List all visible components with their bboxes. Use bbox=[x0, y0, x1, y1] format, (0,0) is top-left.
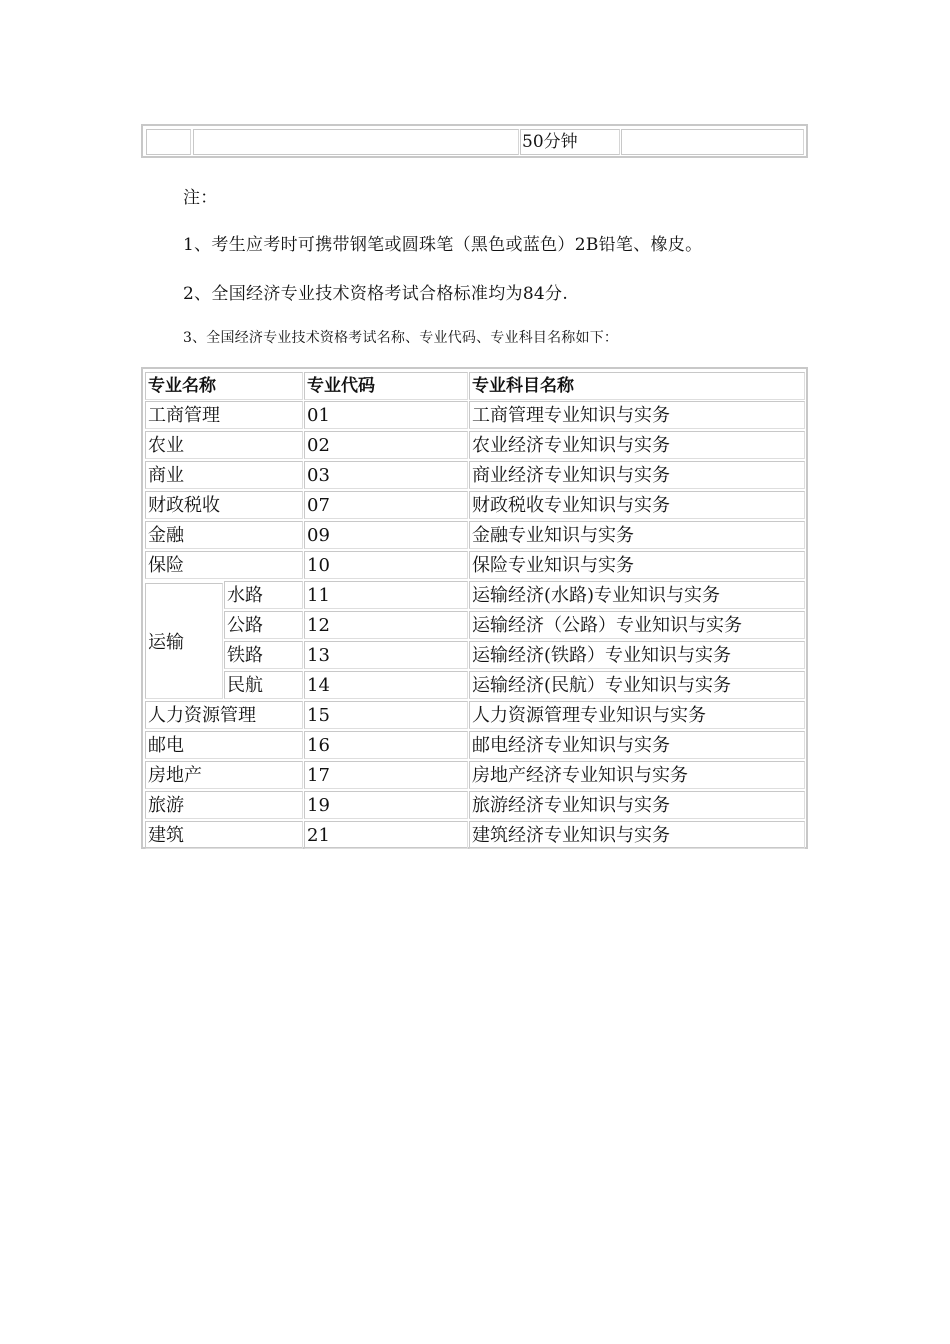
major-code: 13 bbox=[304, 641, 468, 669]
duration-cell: 50分钟 bbox=[520, 129, 620, 155]
major-name: 工商管理 bbox=[145, 401, 303, 429]
subject-name: 运输经济（公路）专业知识与实务 bbox=[469, 611, 805, 639]
empty-cell bbox=[193, 129, 519, 155]
subject-name: 保险专业知识与实务 bbox=[469, 551, 805, 579]
subject-name: 邮电经济专业知识与实务 bbox=[469, 731, 805, 759]
subject-name: 工商管理专业知识与实务 bbox=[469, 401, 805, 429]
major-name: 金融 bbox=[145, 521, 303, 549]
subject-name: 建筑经济专业知识与实务 bbox=[469, 821, 805, 849]
exam-duration-table bbox=[141, 124, 808, 158]
major-code: 16 bbox=[304, 731, 468, 759]
major-code: 14 bbox=[304, 671, 468, 699]
note-item-3: 3、全国经济专业技术资格考试名称、专业代码、专业科目名称如下： bbox=[183, 330, 619, 346]
major-code: 12 bbox=[304, 611, 468, 639]
major-name: 旅游 bbox=[145, 791, 303, 819]
transport-subtype: 公路 bbox=[224, 611, 303, 639]
notes-heading: 注： bbox=[183, 188, 218, 208]
major-code: 21 bbox=[304, 821, 468, 849]
header-major-name: 专业名称 bbox=[145, 372, 303, 400]
major-name: 保险 bbox=[145, 551, 303, 579]
major-code: 09 bbox=[304, 521, 468, 549]
subject-name: 运输经济(水路)专业知识与实务 bbox=[469, 581, 805, 609]
subject-name: 运输经济(民航）专业知识与实务 bbox=[469, 671, 805, 699]
transport-group-label bbox=[145, 583, 223, 699]
major-code-table bbox=[141, 367, 808, 849]
subject-name: 旅游经济专业知识与实务 bbox=[469, 791, 805, 819]
transport-subtype: 民航 bbox=[224, 671, 303, 699]
major-name: 邮电 bbox=[145, 731, 303, 759]
subject-name: 财政税收专业知识与实务 bbox=[469, 491, 805, 519]
major-code: 02 bbox=[304, 431, 468, 459]
major-name: 财政税收 bbox=[145, 491, 303, 519]
major-code: 10 bbox=[304, 551, 468, 579]
transport-label: 运输 bbox=[148, 632, 184, 653]
major-code: 19 bbox=[304, 791, 468, 819]
major-name: 房地产 bbox=[145, 761, 303, 789]
subject-name: 金融专业知识与实务 bbox=[469, 521, 805, 549]
major-code: 03 bbox=[304, 461, 468, 489]
major-name: 商业 bbox=[145, 461, 303, 489]
header-subject-name: 专业科目名称 bbox=[469, 372, 805, 400]
major-name: 农业 bbox=[145, 431, 303, 459]
subject-name: 商业经济专业知识与实务 bbox=[469, 461, 805, 489]
major-code: 17 bbox=[304, 761, 468, 789]
subject-name: 人力资源管理专业知识与实务 bbox=[469, 701, 805, 729]
subject-name: 运输经济(铁路）专业知识与实务 bbox=[469, 641, 805, 669]
header-major-code: 专业代码 bbox=[304, 372, 468, 400]
major-code: 01 bbox=[304, 401, 468, 429]
note-item-2: 2、全国经济专业技术资格考试合格标准均为84分. bbox=[183, 284, 569, 304]
subject-name: 农业经济专业知识与实务 bbox=[469, 431, 805, 459]
subject-name: 房地产经济专业知识与实务 bbox=[469, 761, 805, 789]
empty-cell bbox=[146, 129, 191, 155]
note-item-1: 1、考生应考时可携带钢笔或圆珠笔（黑色或蓝色）2B铅笔、橡皮。 bbox=[183, 235, 703, 255]
empty-cell bbox=[621, 129, 804, 155]
major-name: 人力资源管理 bbox=[145, 701, 303, 729]
major-code: 07 bbox=[304, 491, 468, 519]
transport-subtype: 铁路 bbox=[224, 641, 303, 669]
major-code: 15 bbox=[304, 701, 468, 729]
major-code: 11 bbox=[304, 581, 468, 609]
transport-subtype: 水路 bbox=[224, 581, 303, 609]
major-name: 建筑 bbox=[145, 821, 303, 849]
